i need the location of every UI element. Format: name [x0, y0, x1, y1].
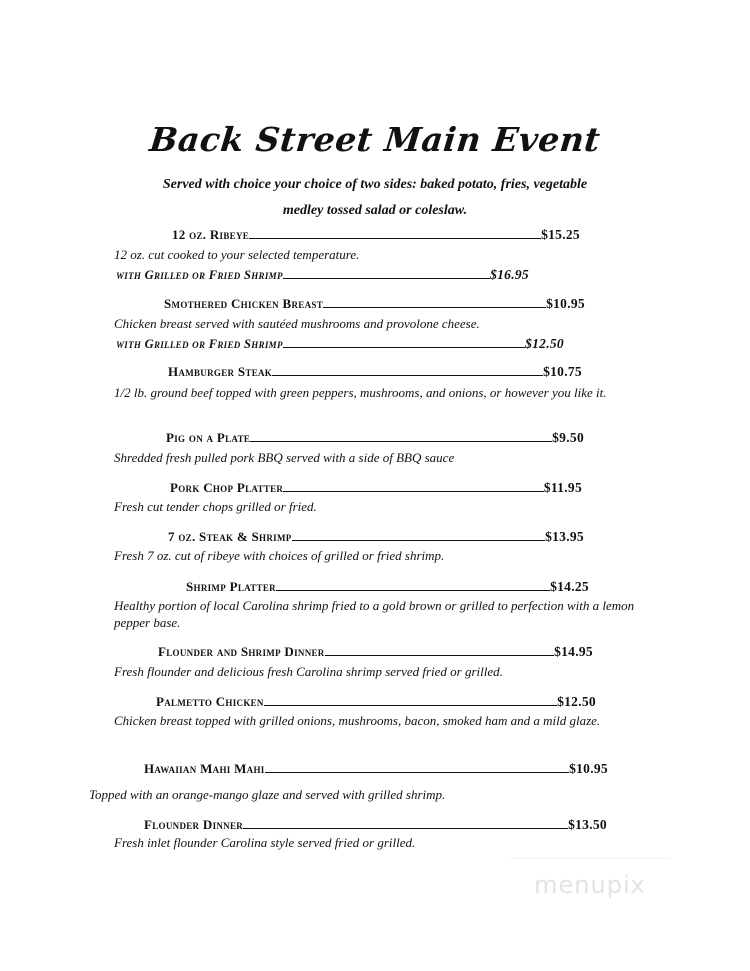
leader-line: [323, 307, 546, 308]
leader-line: [264, 705, 557, 706]
menu-item-flounder-dinner: [144, 813, 607, 833]
leader-line: [283, 278, 490, 279]
item-description: Fresh flounder and delicious fresh Carolina shrimp served fried or grilled.: [114, 664, 503, 679]
item-description: Topped with an orange-mango glaze and served with grilled shrimp.: [89, 787, 446, 802]
item-name: 12 oz. Ribeye: [172, 227, 250, 242]
item-description: Chicken breast topped with grilled onions, mushrooms, bacon, smoked ham and a mild glaze.: [114, 713, 601, 728]
menu-addon-ribeye-shrimp: [116, 263, 529, 283]
item-name: Shrimp Platter: [186, 579, 276, 594]
menu-title: Back Street Main Event: [147, 120, 603, 159]
menupix-watermark: menupix: [510, 858, 670, 911]
menu-item-pig-on-a-plate: [166, 426, 584, 446]
menu-item-hawaiian-mahi-mahi: [144, 757, 608, 777]
leader-line: [325, 655, 554, 656]
leader-line: [249, 238, 541, 239]
item-name: 7 oz. Steak & Shrimp: [168, 529, 292, 544]
addon-name: with Grilled or Fried Shrimp: [116, 337, 283, 351]
leader-line: [283, 491, 544, 492]
menu-item-palmetto-chicken: [156, 690, 596, 710]
sides-note-line-2: medley tossed salad or coleslaw.: [282, 203, 468, 218]
item-description: Shredded fresh pulled pork BBQ served with a side of BBQ sauce: [114, 450, 455, 465]
item-price: $14.95: [554, 644, 593, 659]
leader-line: [283, 347, 525, 348]
leader-line: [243, 828, 568, 829]
item-description: Healthy portion of local Carolina shrimp fried to a gold brown or grilled to perfection with a lemon pepper base.: [114, 598, 635, 630]
addon-price: $16.95: [490, 267, 529, 282]
leader-line: [272, 375, 543, 376]
item-description: Fresh 7 oz. cut of ribeye with choices of grilled or fried shrimp.: [114, 548, 445, 563]
menu-item-shrimp-platter: [186, 575, 589, 595]
item-name: Flounder Dinner: [144, 817, 244, 832]
menu-item-steak-and-shrimp: [168, 525, 584, 545]
menu-item-pork-chop-platter: [170, 476, 582, 496]
item-price: $14.25: [550, 579, 589, 594]
item-price: $13.95: [545, 529, 584, 544]
item-description: 1/2 lb. ground beef topped with green peppers, mushrooms, and onions, or however you like it.: [114, 385, 607, 400]
item-price: $10.95: [569, 761, 608, 776]
item-name: Flounder and Shrimp Dinner: [158, 644, 325, 659]
menu-item-ribeye: [172, 223, 580, 243]
item-name: Pig on a Plate: [166, 430, 251, 445]
item-price: $10.95: [546, 296, 585, 311]
leader-line: [292, 540, 546, 541]
sides-note: [100, 172, 650, 224]
item-name: Hawaiian Mahi Mahi: [144, 761, 265, 776]
addon-name: with Grilled or Fried Shrimp: [116, 268, 283, 282]
leader-line: [276, 590, 550, 591]
item-price: $15.25: [541, 227, 580, 242]
menu-item-smothered-chicken: [164, 292, 585, 312]
menu-addon-chicken-shrimp: [116, 332, 564, 352]
item-price: $11.95: [543, 480, 582, 495]
item-name: Smothered Chicken Breast: [164, 296, 324, 311]
item-price: $13.50: [568, 817, 607, 832]
item-name: Palmetto Chicken: [156, 694, 264, 709]
menu-item-flounder-and-shrimp: [158, 640, 593, 660]
item-description: 12 oz. cut cooked to your selected temperature.: [114, 247, 360, 262]
item-description: Fresh cut tender chops grilled or fried.: [114, 499, 317, 514]
item-name: Hamburger Steak: [168, 364, 273, 379]
menu-item-hamburger-steak: [168, 360, 582, 380]
item-price: $12.50: [557, 694, 596, 709]
leader-line: [265, 772, 569, 773]
item-price: $9.50: [552, 430, 584, 445]
item-name: Pork Chop Platter: [170, 480, 284, 495]
addon-price: $12.50: [525, 336, 564, 351]
item-description: Fresh inlet flounder Carolina style served fried or grilled.: [114, 835, 416, 850]
item-price: $10.75: [543, 364, 582, 379]
sides-note-line-1: Served with choice your choice of two sides: baked potato, fries, vegetable: [162, 177, 588, 192]
item-description: Chicken breast served with sautéed mushrooms and provolone cheese.: [114, 316, 480, 331]
leader-line: [250, 441, 552, 442]
